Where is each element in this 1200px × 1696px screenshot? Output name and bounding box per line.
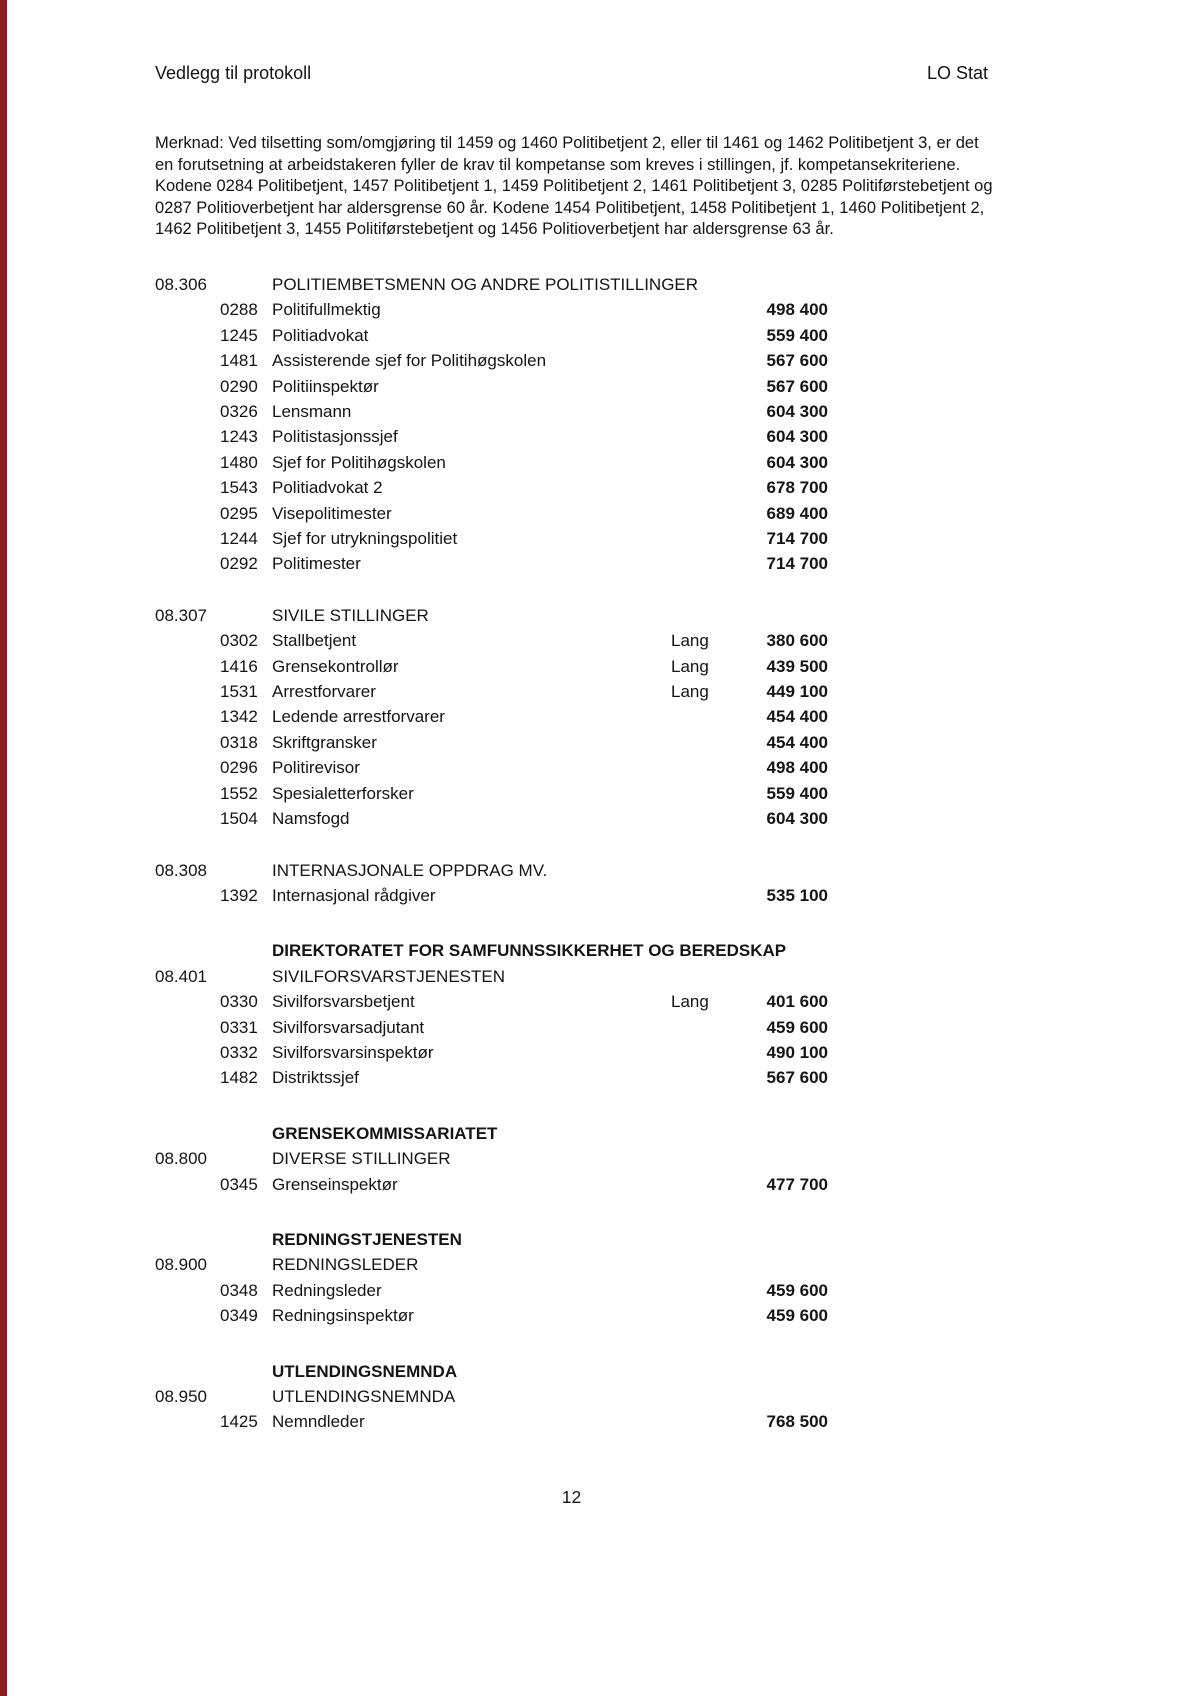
- position-name: Lensmann: [272, 402, 352, 421]
- lang-cell: [662, 704, 728, 729]
- position-name: Sivilforsvarsbetjent: [272, 992, 415, 1012]
- table-row: [155, 323, 988, 348]
- lang-cell: [662, 399, 728, 424]
- section-heading-row: [155, 1384, 988, 1409]
- chapter-cell: [155, 704, 220, 729]
- position-code: 0288: [220, 300, 258, 320]
- position-code: 0295: [220, 503, 258, 523]
- table-row: [155, 551, 988, 576]
- code-cell: [220, 1121, 272, 1146]
- position-name: Politiadvokat: [272, 325, 369, 345]
- section-title: UTLENDINGSNEMNDA: [272, 1387, 456, 1406]
- lang-cell: [662, 755, 728, 780]
- position-name: Politirevisor: [272, 758, 360, 778]
- chapter-cell: [155, 654, 220, 679]
- position-name: Skriftgransker: [272, 732, 377, 752]
- salary-value: 535 100: [766, 885, 828, 905]
- lang-cell: Lang: [671, 992, 709, 1012]
- position-code: 1243: [220, 427, 258, 447]
- merknad-line: Merknad: Ved tilsetting som/omgjøring til 1459 og 1460 Politibetjent 2, eller til 1461 og 1462 Politibetjent 3, er det: [155, 134, 979, 152]
- position-code: 1244: [220, 529, 258, 549]
- chapter-cell: [155, 1172, 220, 1197]
- table-row: [155, 424, 988, 449]
- salary-section: [155, 1227, 988, 1329]
- section-heading-row: [155, 858, 988, 883]
- salary-value: 714 700: [766, 554, 828, 574]
- code-cell: [220, 964, 272, 989]
- salary-value: 459 600: [766, 1306, 828, 1326]
- merknad-line: 1462 Politibetjent 3, 1455 Politiførstebetjent og 1456 Politioverbetjent har aldersgrense 63 år.: [155, 220, 834, 239]
- salary-value: 567 600: [766, 376, 828, 396]
- table-row: [155, 374, 988, 399]
- salary-value: 454 400: [766, 707, 828, 727]
- position-code: 1416: [220, 656, 258, 676]
- section-heading-row: [155, 964, 988, 989]
- group-header-row: [155, 1121, 988, 1146]
- salary-table: [155, 272, 988, 1435]
- position-code: 1425: [220, 1412, 258, 1432]
- chapter-code: 08.401: [155, 966, 207, 986]
- chapter-cell: [155, 781, 220, 806]
- position-code: 1245: [220, 325, 258, 345]
- group-header-title: UTLENDINGSNEMNDA: [272, 1361, 458, 1381]
- position-name: Internasjonal rådgiver: [272, 885, 436, 905]
- section-title: SIVILE STILLINGER: [272, 605, 429, 625]
- merknad-paragraph: [155, 133, 993, 241]
- position-code: 0318: [220, 732, 258, 752]
- chapter-cell: [155, 297, 220, 322]
- table-row: [155, 1303, 988, 1328]
- lang-cell: [662, 374, 728, 399]
- merknad-line: en forutsetning at arbeidstakeren fyller de krav til kompetanse som kreves i stillingen, jf. kompetansekriteriene.: [155, 155, 961, 174]
- chapter-cell: [155, 1359, 220, 1384]
- group-header-row: [155, 938, 988, 963]
- salary-value: 439 500: [766, 656, 828, 676]
- position-code: 1392: [220, 885, 258, 905]
- code-cell: [220, 1252, 272, 1277]
- table-row: [155, 1065, 988, 1090]
- section-title: POLITIEMBETSMENN OG ANDRE POLITISTILLINGER: [272, 274, 699, 294]
- table-row: [155, 989, 988, 1014]
- table-row: [155, 1015, 988, 1040]
- chapter-cell: [155, 475, 220, 500]
- salary-value: 490 100: [766, 1042, 828, 1062]
- position-name: Assisterende sjef for Politihøgskolen: [272, 351, 547, 371]
- chapter-cell: [155, 501, 220, 526]
- lang-cell: [662, 1015, 728, 1040]
- salary-section: [155, 1359, 988, 1435]
- lang-cell: [662, 297, 728, 322]
- salary-value: 768 500: [766, 1412, 828, 1432]
- section-title: SIVILFORSVARSTJENESTEN: [272, 966, 506, 986]
- salary-value: 459 600: [766, 1280, 828, 1300]
- position-code: 0332: [220, 1042, 258, 1062]
- table-row: [155, 475, 988, 500]
- lang-cell: [662, 551, 728, 576]
- position-code: 0290: [220, 376, 258, 396]
- section-heading-row: [155, 603, 988, 628]
- position-name: Sivilforsvarsadjutant: [272, 1017, 425, 1037]
- table-row: [155, 755, 988, 780]
- chapter-cell: [155, 679, 220, 704]
- lang-cell: [662, 1409, 728, 1434]
- code-cell: [220, 858, 272, 883]
- lang-cell: [662, 730, 728, 755]
- position-code: 1552: [220, 783, 258, 803]
- lang-cell: [662, 424, 728, 449]
- salary-section: [155, 938, 988, 1090]
- lang-cell: [662, 1303, 728, 1328]
- salary-value: 459 600: [766, 1017, 828, 1037]
- code-cell: [220, 1227, 272, 1252]
- chapter-cell: [155, 730, 220, 755]
- header-org: LO Stat: [926, 63, 988, 83]
- position-code: 1481: [220, 351, 258, 371]
- table-row: [155, 781, 988, 806]
- document-header: [155, 62, 988, 84]
- chapter-cell: [155, 806, 220, 831]
- salary-value: 401 600: [766, 992, 828, 1012]
- code-cell: [220, 272, 272, 297]
- table-row: [155, 628, 988, 653]
- group-header-title: DIREKTORATET FOR SAMFUNNSSIKKERHET OG BEREDSKAP: [272, 941, 787, 961]
- code-cell: [220, 603, 272, 628]
- code-cell: [220, 1146, 272, 1171]
- table-row: [155, 730, 988, 755]
- table-row: [155, 704, 988, 729]
- position-code: 0330: [220, 992, 258, 1012]
- position-name: Politimester: [272, 554, 361, 574]
- lang-cell: [662, 1040, 728, 1065]
- table-row: [155, 297, 988, 322]
- merknad-line: 0287 Politioverbetjent har aldersgrense 60 år. Kodene 1454 Politibetjent, 1458 Politibetjent 1, 1460 Politibetjent 2,: [155, 198, 985, 217]
- position-code: 1531: [220, 682, 258, 702]
- section-title: INTERNASJONALE OPPDRAG MV.: [272, 860, 548, 880]
- position-name: Spesialetterforsker: [272, 783, 414, 803]
- lang-cell: [662, 348, 728, 373]
- table-row: [155, 883, 988, 908]
- chapter-code: 08.307: [155, 605, 207, 625]
- lang-cell: [662, 501, 728, 526]
- salary-value: 559 400: [766, 325, 828, 345]
- position-name: Arrestforvarer: [272, 682, 376, 702]
- document-page: [155, 62, 993, 1508]
- position-code: 1543: [220, 478, 258, 498]
- lang-cell: Lang: [671, 682, 709, 702]
- salary-value: 559 400: [766, 783, 828, 803]
- table-row: [155, 806, 988, 831]
- position-code: 0345: [220, 1174, 258, 1194]
- position-code: 0296: [220, 758, 258, 778]
- section-heading-row: [155, 272, 988, 297]
- lang-cell: [662, 1065, 728, 1090]
- lang-cell: [662, 1278, 728, 1303]
- salary-value: 498 400: [766, 300, 828, 320]
- position-name: Redningsinspektør: [272, 1306, 414, 1326]
- position-code: 1504: [220, 809, 258, 829]
- chapter-cell: [155, 1303, 220, 1328]
- table-row: [155, 450, 988, 475]
- lang-cell: [662, 323, 728, 348]
- group-header-title: REDNINGSTJENESTEN: [272, 1229, 462, 1249]
- lang-cell: [662, 450, 728, 475]
- chapter-cell: [155, 989, 220, 1014]
- position-code: 0302: [220, 631, 258, 651]
- chapter-cell: [155, 551, 220, 576]
- chapter-cell: [155, 323, 220, 348]
- table-row: [155, 501, 988, 526]
- position-name: Sivilforsvarsinspektør: [272, 1042, 434, 1062]
- chapter-cell: [155, 1040, 220, 1065]
- chapter-code: 08.308: [155, 860, 207, 880]
- salary-value: 604 300: [766, 427, 828, 447]
- chapter-cell: [155, 424, 220, 449]
- lang-cell: Lang: [671, 656, 709, 676]
- chapter-cell: [155, 348, 220, 373]
- salary-value: 498 400: [766, 758, 828, 778]
- page-number: 12: [561, 1486, 582, 1507]
- salary-value: 604 300: [766, 809, 828, 829]
- position-name: Namsfogd: [272, 809, 350, 829]
- chapter-code: 08.800: [155, 1149, 207, 1169]
- position-name: Politiadvokat 2: [272, 478, 383, 498]
- position-name: Ledende arrestforvarer: [272, 707, 445, 727]
- salary-section: [155, 1121, 988, 1197]
- position-name: Distriktssjef: [272, 1068, 359, 1088]
- page-edge-stripe: [0, 0, 7, 1696]
- position-code: 0326: [220, 402, 258, 421]
- salary-section: [155, 603, 988, 832]
- position-code: 0292: [220, 554, 258, 574]
- lang-cell: Lang: [671, 631, 709, 651]
- code-cell: [220, 938, 272, 963]
- salary-value: 454 400: [766, 732, 828, 752]
- table-row: [155, 1040, 988, 1065]
- salary-value: 604 300: [766, 452, 828, 472]
- salary-value: 678 700: [766, 478, 828, 498]
- chapter-code: 08.306: [155, 274, 207, 294]
- chapter-code: 08.900: [155, 1255, 207, 1275]
- chapter-cell: [155, 938, 220, 963]
- group-header-row: [155, 1359, 988, 1384]
- position-name: Politiinspektør: [272, 376, 379, 396]
- lang-cell: [662, 883, 728, 908]
- position-code: 0348: [220, 1280, 258, 1300]
- chapter-cell: [155, 1015, 220, 1040]
- section-heading-row: [155, 1252, 988, 1277]
- section-title: REDNINGSLEDER: [272, 1255, 419, 1275]
- chapter-code: 08.950: [155, 1387, 207, 1406]
- position-name: Redningsleder: [272, 1280, 382, 1300]
- table-row: [155, 526, 988, 551]
- lang-cell: [662, 781, 728, 806]
- salary-value: 380 600: [766, 631, 828, 651]
- position-code: 1480: [220, 452, 258, 472]
- position-name: Grensekontrollør: [272, 656, 399, 676]
- salary-value: 714 700: [766, 529, 828, 549]
- salary-value: 567 600: [766, 351, 828, 371]
- table-row: [155, 1278, 988, 1303]
- chapter-cell: [155, 1278, 220, 1303]
- position-name: Politifullmektig: [272, 300, 381, 320]
- lang-cell: [662, 475, 728, 500]
- table-row: [155, 654, 988, 679]
- position-name: Visepolitimester: [272, 503, 392, 523]
- table-row: [155, 348, 988, 373]
- chapter-cell: [155, 1409, 220, 1434]
- chapter-cell: [155, 883, 220, 908]
- section-heading-row: [155, 1146, 988, 1171]
- position-name: Politistasjonssjef: [272, 427, 398, 447]
- table-row: [155, 679, 988, 704]
- code-cell: [220, 1359, 272, 1384]
- position-code: 1342: [220, 707, 258, 727]
- position-name: Sjef for Politihøgskolen: [272, 452, 446, 472]
- merknad-line: Kodene 0284 Politibetjent, 1457 Politibetjent 1, 1459 Politibetjent 2, 1461 Politibetjent 3, 0285 Politiførstebetjent og: [155, 177, 993, 196]
- salary-section: [155, 858, 988, 909]
- salary-value: 689 400: [766, 503, 828, 523]
- position-code: 1482: [220, 1068, 258, 1088]
- position-code: 0331: [220, 1017, 258, 1037]
- position-name: Grenseinspektør: [272, 1174, 398, 1194]
- group-header-row: [155, 1227, 988, 1252]
- lang-cell: [662, 1172, 728, 1197]
- chapter-cell: [155, 399, 220, 424]
- salary-value: 477 700: [766, 1174, 828, 1194]
- code-cell: [220, 1384, 272, 1409]
- lang-cell: [662, 526, 728, 551]
- position-name: Sjef for utrykningspolitiet: [272, 529, 458, 549]
- salary-section: [155, 272, 988, 577]
- group-header-title: GRENSEKOMMISSARIATET: [272, 1123, 498, 1143]
- salary-value: 567 600: [766, 1068, 828, 1088]
- table-row: [155, 1172, 988, 1197]
- header-title: Vedlegg til protokoll: [155, 63, 312, 83]
- chapter-cell: [155, 755, 220, 780]
- table-row: [155, 399, 988, 424]
- chapter-cell: [155, 450, 220, 475]
- position-name: Nemndleder: [272, 1412, 365, 1432]
- chapter-cell: [155, 1227, 220, 1252]
- lang-cell: [662, 806, 728, 831]
- chapter-cell: [155, 1065, 220, 1090]
- position-code: 0349: [220, 1306, 258, 1326]
- chapter-cell: [155, 1121, 220, 1146]
- section-title: DIVERSE STILLINGER: [272, 1149, 451, 1169]
- table-row: [155, 1409, 988, 1434]
- chapter-cell: [155, 526, 220, 551]
- position-name: Stallbetjent: [272, 631, 357, 651]
- chapter-cell: [155, 374, 220, 399]
- chapter-cell: [155, 628, 220, 653]
- salary-value: 449 100: [766, 682, 828, 702]
- salary-value: 604 300: [766, 402, 828, 421]
